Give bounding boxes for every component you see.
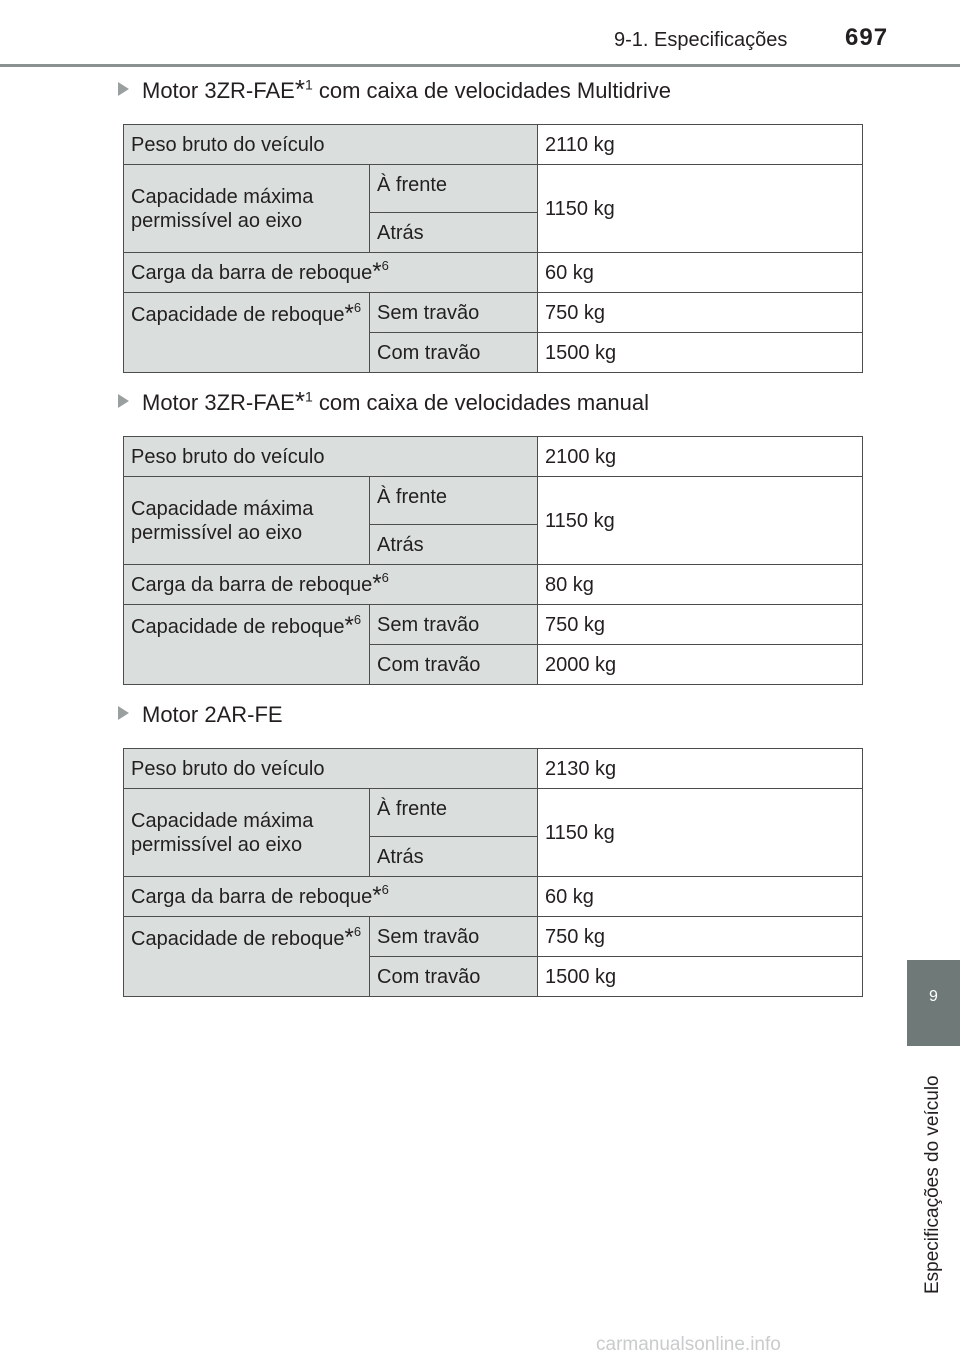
unbraked-label: Sem travão: [370, 293, 538, 333]
axle-capacity-label: Capacidade máxima permissível ao eixo: [124, 165, 370, 253]
heading-text: Motor 3ZR-FAE: [142, 78, 295, 103]
table-row: [124, 565, 863, 605]
axle-rear-label: Atrás: [370, 837, 538, 877]
watermark: carmanualsonline.info: [596, 1334, 781, 1355]
table-row: [124, 253, 863, 293]
towing-capacity-label: Capacidade de reboque*$^6$: [124, 293, 370, 373]
footnote-number: 1: [304, 388, 313, 405]
table-row: [124, 605, 863, 645]
footnote-star: *: [372, 257, 382, 285]
braked-value: 1500 kg: [538, 957, 863, 997]
spec-table: [123, 436, 863, 685]
axle-capacity-label: Capacidade máxima permissível ao eixo: [124, 789, 370, 877]
section-heading: [118, 74, 672, 104]
table-row: [124, 477, 863, 525]
table-row: [124, 749, 863, 789]
table-row: [124, 917, 863, 957]
table-row: [124, 437, 863, 477]
towbar-load-value: 60 kg: [538, 877, 863, 917]
spec-table: [123, 748, 863, 997]
chapter-tab: [907, 960, 960, 1046]
axle-rear-label: Atrás: [370, 213, 538, 253]
footnote-number: 6: [381, 257, 389, 273]
spec-table: [123, 124, 863, 373]
axle-capacity-value: 1150 kg: [538, 165, 863, 253]
braked-value: 1500 kg: [538, 333, 863, 373]
gross-weight-label: Peso bruto do veículo: [124, 125, 538, 165]
footnote-number: 6: [353, 300, 362, 315]
braked-label: Com travão: [370, 333, 538, 373]
heading-suffix: com caixa de velocidades manual: [312, 390, 650, 415]
axle-front-label: À frente: [370, 477, 538, 525]
axle-front-label: À frente: [370, 165, 538, 213]
unbraked-label: Sem travão: [370, 605, 538, 645]
triangle-bullet-icon: [118, 706, 129, 720]
unbraked-value: 750 kg: [538, 605, 863, 645]
axle-front-label: À frente: [370, 789, 538, 837]
page-number: 697: [845, 24, 889, 51]
towing-capacity-label: Capacidade de reboque*$^6$: [124, 605, 370, 685]
table-row: [124, 125, 863, 165]
triangle-bullet-icon: [118, 394, 129, 408]
footnote-star: *: [372, 881, 382, 909]
footnote-number: 6: [381, 881, 389, 897]
footnote-star: *: [344, 612, 354, 639]
gross-weight-value: 2100 kg: [538, 437, 863, 477]
footnote-star: *: [344, 300, 354, 327]
unbraked-label: Sem travão: [370, 917, 538, 957]
section-title: 9-1. Especificações: [614, 29, 788, 51]
footnote-number: 1: [304, 76, 313, 93]
table-row: [124, 293, 863, 333]
axle-capacity-label: Capacidade máxima permissível ao eixo: [124, 477, 370, 565]
towbar-load-label: Carga da barra de reboque*$^6$: [124, 253, 538, 293]
axle-rear-label: Atrás: [370, 525, 538, 565]
section-heading: [118, 386, 650, 416]
braked-label: Com travão: [370, 645, 538, 685]
heading-text: Motor 3ZR-FAE: [142, 390, 295, 415]
towbar-load-value: 60 kg: [538, 253, 863, 293]
footnote-star: *: [372, 569, 382, 597]
towbar-load-label: Carga da barra de reboque*$^6$: [124, 565, 538, 605]
chapter-title: Especificações do veículo: [922, 1075, 943, 1294]
gross-weight-label: Peso bruto do veículo: [124, 437, 538, 477]
footnote-number: 6: [381, 569, 389, 585]
braked-label: Com travão: [370, 957, 538, 997]
table-row: [124, 877, 863, 917]
gross-weight-value: 2130 kg: [538, 749, 863, 789]
footnote-star: *: [294, 386, 305, 416]
unbraked-value: 750 kg: [538, 293, 863, 333]
heading-text: Motor 2AR-FE: [142, 702, 283, 727]
gross-weight-label: Peso bruto do veículo: [124, 749, 538, 789]
table-row: [124, 165, 863, 213]
heading-suffix: com caixa de velocidades Multidrive: [312, 78, 672, 103]
header-divider: [0, 64, 960, 67]
footnote-number: 6: [353, 924, 362, 939]
footnote-number: 6: [353, 612, 362, 627]
triangle-bullet-icon: [118, 82, 129, 96]
unbraked-value: 750 kg: [538, 917, 863, 957]
footnote-star: *: [294, 74, 305, 104]
towbar-load-value: 80 kg: [538, 565, 863, 605]
chapter-number: 9: [929, 988, 938, 1005]
axle-capacity-value: 1150 kg: [538, 477, 863, 565]
braked-value: 2000 kg: [538, 645, 863, 685]
axle-capacity-value: 1150 kg: [538, 789, 863, 877]
footnote-star: *: [344, 924, 354, 951]
section-heading: [118, 702, 283, 728]
towbar-load-label: Carga da barra de reboque*$^6$: [124, 877, 538, 917]
towing-capacity-label: Capacidade de reboque*$^6$: [124, 917, 370, 997]
gross-weight-value: 2110 kg: [538, 125, 863, 165]
table-row: [124, 789, 863, 837]
